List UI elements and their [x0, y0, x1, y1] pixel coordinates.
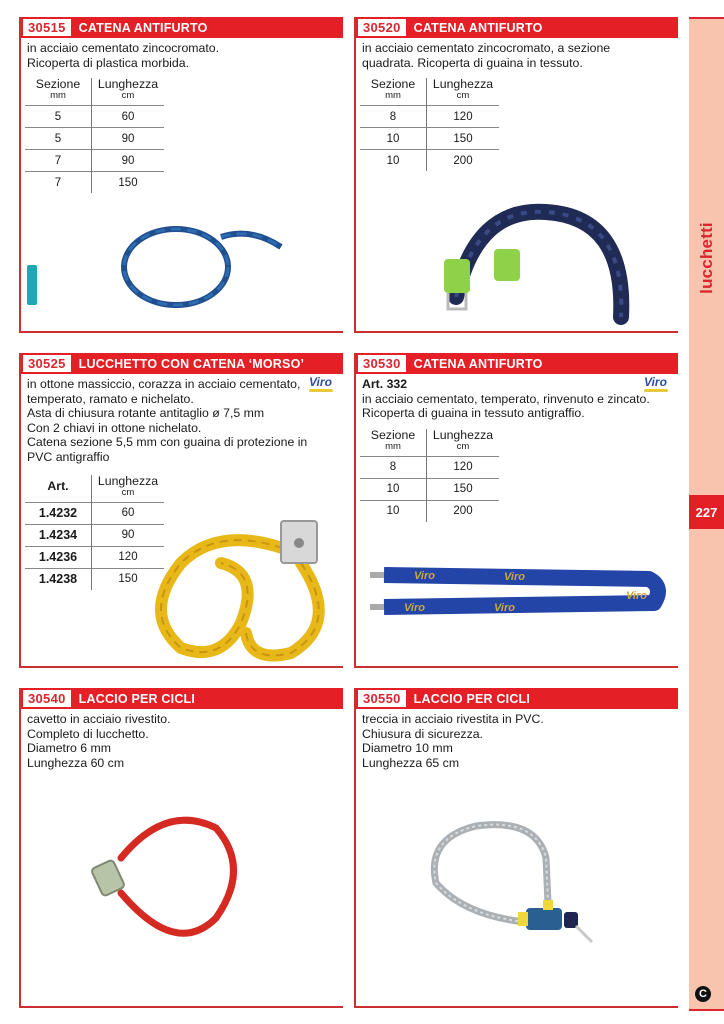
column-header-length: Lunghezza cm [97, 473, 159, 498]
svg-text:Viro: Viro [504, 571, 525, 583]
description-line: Diametro 6 mm [27, 741, 112, 756]
product-title: LACCIO PER CICLI [413, 691, 531, 706]
product-description [356, 374, 678, 421]
product-card-30550 [354, 688, 678, 1008]
product-code: 30515 [23, 19, 71, 36]
viro-brand-logo: Viro [644, 377, 668, 392]
size-ruler-icon [27, 265, 37, 305]
description-line: PVC antigraffio [27, 449, 110, 464]
table-row: 5 90 [25, 128, 164, 150]
article-code: Art. 332 [362, 377, 408, 391]
column-header-length: Lunghezza cm [432, 427, 494, 452]
section-label [696, 220, 718, 295]
description-line: quadrata. Ricoperta di guaina in tessuto. [362, 55, 583, 70]
table-row: 7 150 [25, 172, 164, 194]
table-row: 10 200 [360, 500, 499, 522]
spec-table [360, 429, 499, 522]
column-header-section: Sezione mm [360, 78, 427, 106]
product-code: 30520 [358, 19, 406, 36]
description-line: Lunghezza 60 cm [27, 755, 125, 770]
product-code: 30525 [23, 355, 71, 372]
description-line: in acciaio cementato, temperato, rinvenuto e zincato. [362, 391, 650, 406]
table-row: 5 60 [25, 106, 164, 128]
product-description [356, 709, 678, 770]
svg-text:Viro: Viro [414, 570, 435, 582]
column-header-length: Lunghezza cm [432, 77, 494, 102]
description-line: Con 2 chiavi in ottone nichelato. [27, 420, 202, 435]
description-line: Chiusura di sicurezza. [362, 726, 483, 741]
column-header-section: Sezione mm [25, 78, 92, 106]
product-description [21, 38, 343, 70]
spec-table [25, 78, 164, 193]
svg-text:Viro: Viro [404, 602, 425, 614]
page-number: 227 [689, 495, 724, 529]
table-row: 7 90 [25, 150, 164, 172]
product-code: 30540 [23, 690, 71, 707]
product-title: LUCCHETTO CON CATENA ‘MORSO’ [78, 356, 305, 371]
product-code: 30530 [358, 355, 406, 372]
product-card-30515 [19, 17, 343, 333]
product-code: 30550 [358, 690, 406, 707]
table-row: 8 120 [360, 456, 499, 478]
card-header [21, 688, 343, 709]
braided-cable-lock-icon [416, 808, 616, 958]
svg-text:Viro: Viro [494, 602, 515, 614]
column-header-length: Lunghezza cm [97, 77, 159, 102]
description-line: Catena sezione 5,5 mm con guaina di protezione in [27, 435, 308, 450]
fabric-chain-with-padlocks-icon [436, 197, 636, 327]
description-line: cavetto in acciaio rivestito. [27, 712, 171, 726]
description-line: treccia in acciaio rivestita in PVC. [362, 712, 544, 726]
yellow-chain-padlock-icon [141, 503, 341, 668]
card-header [21, 353, 343, 374]
table-row: 1.4236 120 [25, 546, 164, 568]
spec-table [360, 78, 499, 171]
blue-viro-chain-icon [364, 563, 669, 623]
table-row: 10 150 [360, 478, 499, 500]
table-row: 1.4234 90 [25, 524, 164, 546]
red-cable-lock-icon [76, 808, 256, 958]
product-description [21, 709, 343, 770]
description-line: Ricoperta di plastica morbida. [27, 55, 189, 70]
card-header [356, 353, 678, 374]
table-row: 10 200 [360, 150, 499, 172]
blue-chain-icon [91, 207, 291, 317]
product-title: CATENA ANTIFURTO [78, 20, 208, 35]
description-line: Lunghezza 65 cm [362, 755, 460, 770]
table-row: 1.4238 150 [25, 568, 164, 590]
product-description [21, 374, 343, 465]
viro-brand-logo: Viro [309, 377, 333, 392]
product-card-30530 [354, 353, 678, 668]
card-header [356, 17, 678, 38]
table-row: 1.4232 60 [25, 502, 164, 524]
description-line: Completo di lucchetto. [27, 726, 149, 741]
product-title: CATENA ANTIFURTO [413, 356, 543, 371]
description-line: in ottone massiccio, corazza in acciaio cementato, [27, 377, 301, 391]
product-card-30540 [19, 688, 343, 1008]
product-card-30520 [354, 17, 678, 333]
card-header [356, 688, 678, 709]
product-title: CATENA ANTIFURTO [413, 20, 543, 35]
column-header-section: Sezione mm [360, 429, 427, 457]
product-title: LACCIO PER CICLI [78, 691, 196, 706]
description-line: in acciaio cementato zincocromato, a sezione [362, 41, 611, 55]
product-description [356, 38, 678, 70]
brand-logo-icon: C [695, 986, 711, 1002]
description-line: Asta di chiusura rotante antitaglio ø 7,5 mm [27, 406, 265, 421]
description-line: in acciaio cementato zincocromato. [27, 41, 220, 55]
section-label-text: lucchetti [697, 221, 716, 294]
product-card-30525 [19, 353, 343, 668]
card-header [21, 17, 343, 38]
table-row: 8 120 [360, 106, 499, 128]
description-line: Ricoperta di guaina in tessuto antigraffio. [362, 406, 585, 421]
column-header-article: Art. [25, 475, 92, 503]
description-line: Diametro 10 mm [362, 741, 453, 756]
table-row: 10 150 [360, 128, 499, 150]
svg-text:Viro: Viro [626, 590, 647, 602]
description-line: temperato, ramato e nichelato. [27, 391, 194, 406]
